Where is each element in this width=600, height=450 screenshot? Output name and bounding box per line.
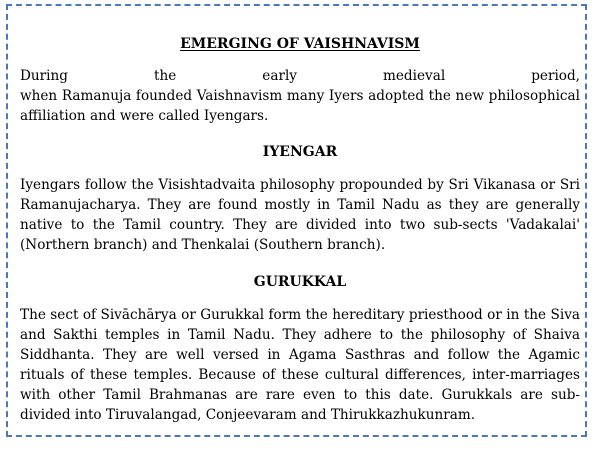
section-body-gurukkal: The sect of Sivāchārya or Gurukkal form the hereditary priesthood or in the Siva and Sakthi temples in Tamil Nadu. They adhere to the philosophy of Shaiva Siddhanta. They are well versed in Agama Sasthras and follow the Agamic rituals of these temples. Because of these cultural differences, inter-marriages with other Tamil Brahmanas are rare even to this date. Gurukkals are sub-divided into Tiruvalangad, Conjeevaram and Thirukkazhukunram. <box>20 307 580 423</box>
section-title-gurukkal: GURUKKAL <box>253 274 347 290</box>
document-content <box>20 35 580 425</box>
section-title-vaishnavism: EMERGING OF VAISHNAVISM <box>180 36 420 52</box>
section-body-vaishnavism-lead: During the early medieval period, <box>20 68 580 84</box>
section-body-vaishnavism: when Ramanuja founded Vaishnavism many Iyers adopted the new philosophical affiliation and were called Iyengars. <box>20 88 580 124</box>
section-body-iyengar: Iyengars follow the Visishtadvaita philosophy propounded by Sri Vikanasa or Sri Ramanujacharya. They are found mostly in Tamil Nadu as they are generally native to the Tamil country. They are divided into two sub-sects 'Vadakalai' (Northern branch) and Thenkalai (Southern branch). <box>20 177 580 253</box>
section-title-iyengar: IYENGAR <box>262 144 338 160</box>
